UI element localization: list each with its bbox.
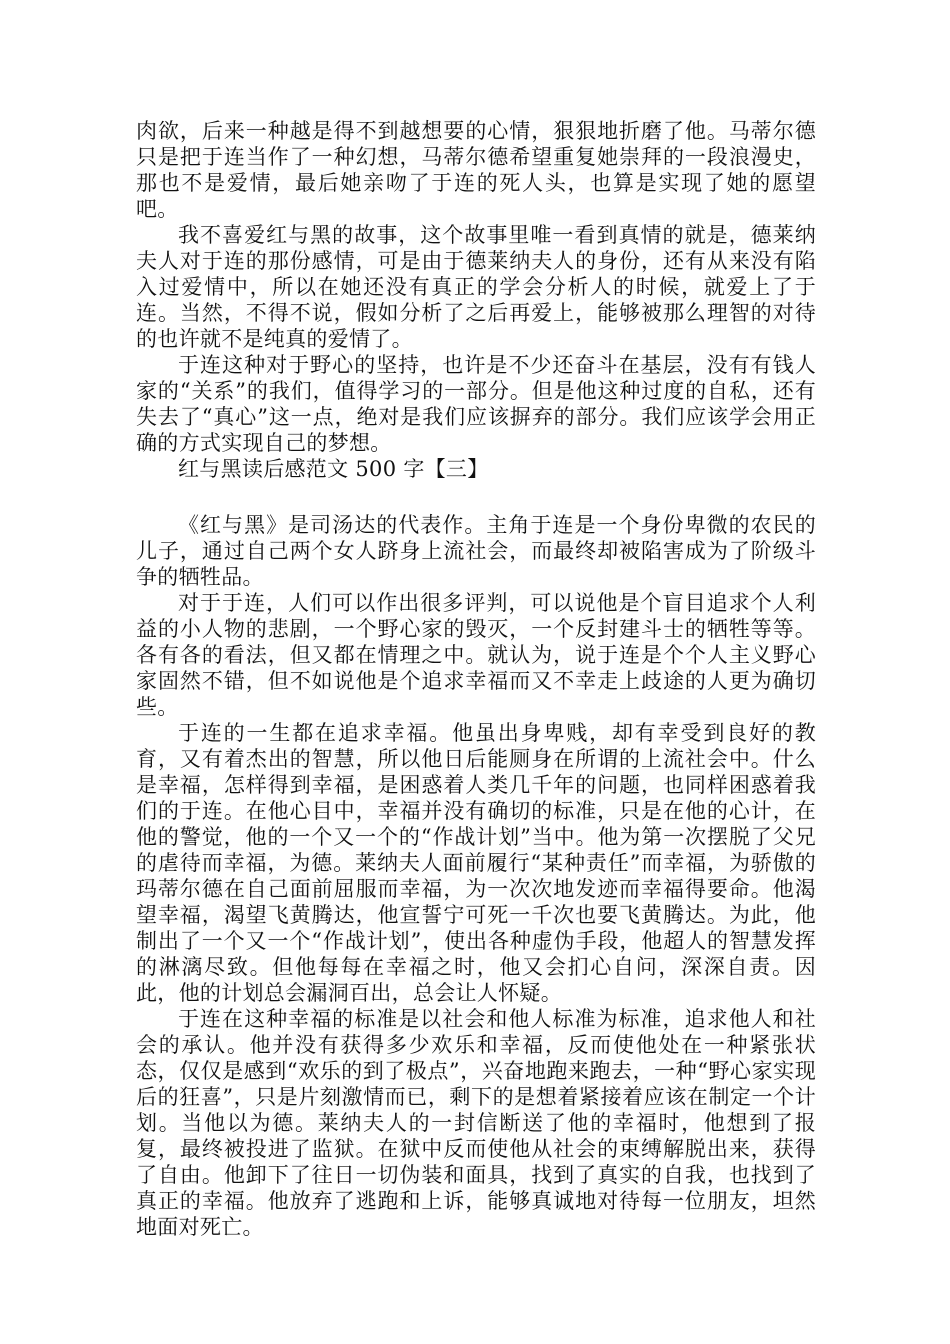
document-body (136, 118, 816, 1240)
paragraph: 于连在这种幸福的标准是以社会和他人标准为标准，追求他人和社会的承认。他并没有获得多少欢乐和幸福，反而使他处在一种紧张状态，仅仅是感到“欢乐的到了极点”，兴奋地跑来跑去，一种“野心家实现后的狂喜”，只是片刻激情而已，剩下的是想着紧接着应该在制定一个计划。当他以为德。莱纳夫人的一封信断送了他的幸福时，他想到了报复，最终被投进了监狱。在狱中反而使他从社会的束缚解脱出来，获得了自由。他卸下了往日一切伪装和面具，找到了真实的自我，也找到了真正的幸福。他放弃了逃跑和上诉，能够真诚地对待每一位朋友，坦然地面对死亡。 (136, 1007, 816, 1239)
section-spacer (136, 482, 816, 512)
paragraph: 于连的一生都在追求幸福。他虽出身卑贱，却有幸受到良好的教育，又有着杰出的智慧，所以他日后能厕身在所谓的上流社会中。什么是幸福，怎样得到幸福，是困惑着人类几千年的问题，也同样困惑着我们的于连。在他心目中，幸福并没有确切的标准，只是在他的心计，在他的警觉，他的一个又一个的“作战计划”当中。他为第一次摆脱了父兄的虐待而幸福，为德。莱纳夫人面前履行“某种责任”而幸福，为骄傲的玛蒂尔德在自己面前屈服而幸福，为一次次地发迹而幸福得要命。他渴望幸福，渴望飞黄腾达，他宣誓宁可死一千次也要飞黄腾达。为此，他制出了一个又一个“作战计划”，使出各种虚伪手段，他超人的智慧发挥的淋漓尽致。但他每每在幸福之时，他又会扪心自问，深深自责。因此，他的计划总会漏洞百出，总会让人怀疑。 (136, 721, 816, 1005)
section-heading: 红与黑读后感范文 500 字【三】 (178, 457, 489, 481)
paragraph: 《红与黑》是司汤达的代表作。主角于连是一个身份卑微的农民的儿子，通过自己两个女人跻身上流社会，而最终却被陷害成为了阶级斗争的牺牲品。 (136, 513, 816, 589)
paragraph: 肉欲，后来一种越是得不到越想要的心情，狠狠地折磨了他。马蒂尔德只是把于连当作了一种幻想，马蒂尔德希望重复她崇拜的一段浪漫史，那也不是爱情，最后她亲吻了于连的死人头，也算是实现了她的愿望吧。 (136, 119, 816, 221)
paragraph: 对于于连，人们可以作出很多评判，可以说他是个盲目追求个人利益的小人物的悲剧，一个野心家的毁灭，一个反封建斗士的牺牲等等。各有各的看法，但又都在情理之中。就认为，说于连是个个人主义野心家固然不错，但不如说他是个追求幸福而又不幸走上歧途的人更为确切些。 (136, 591, 816, 719)
paragraph: 于连这种对于野心的坚持，也许是不少还奋斗在基层，没有有钱人家的“关系”的我们，值得学习的一部分。但是他这种过度的自私，还有失去了“真心”这一点，绝对是我们应该摒弃的部分。我们应该学会用正确的方式实现自己的梦想。 (136, 353, 816, 455)
paragraph: 我不喜爱红与黑的故事，这个故事里唯一看到真情的就是，德莱纳夫人对于连的那份感情，可是由于德莱纳夫人的身份，还有从来没有陷入过爱情中，所以在她还没有真正的学会分析人的时候，就爱上了于连。当然，不得不说，假如分析了之后再爱上，能够被那么理智的对待的也许就不是纯真的爱情了。 (136, 223, 816, 351)
